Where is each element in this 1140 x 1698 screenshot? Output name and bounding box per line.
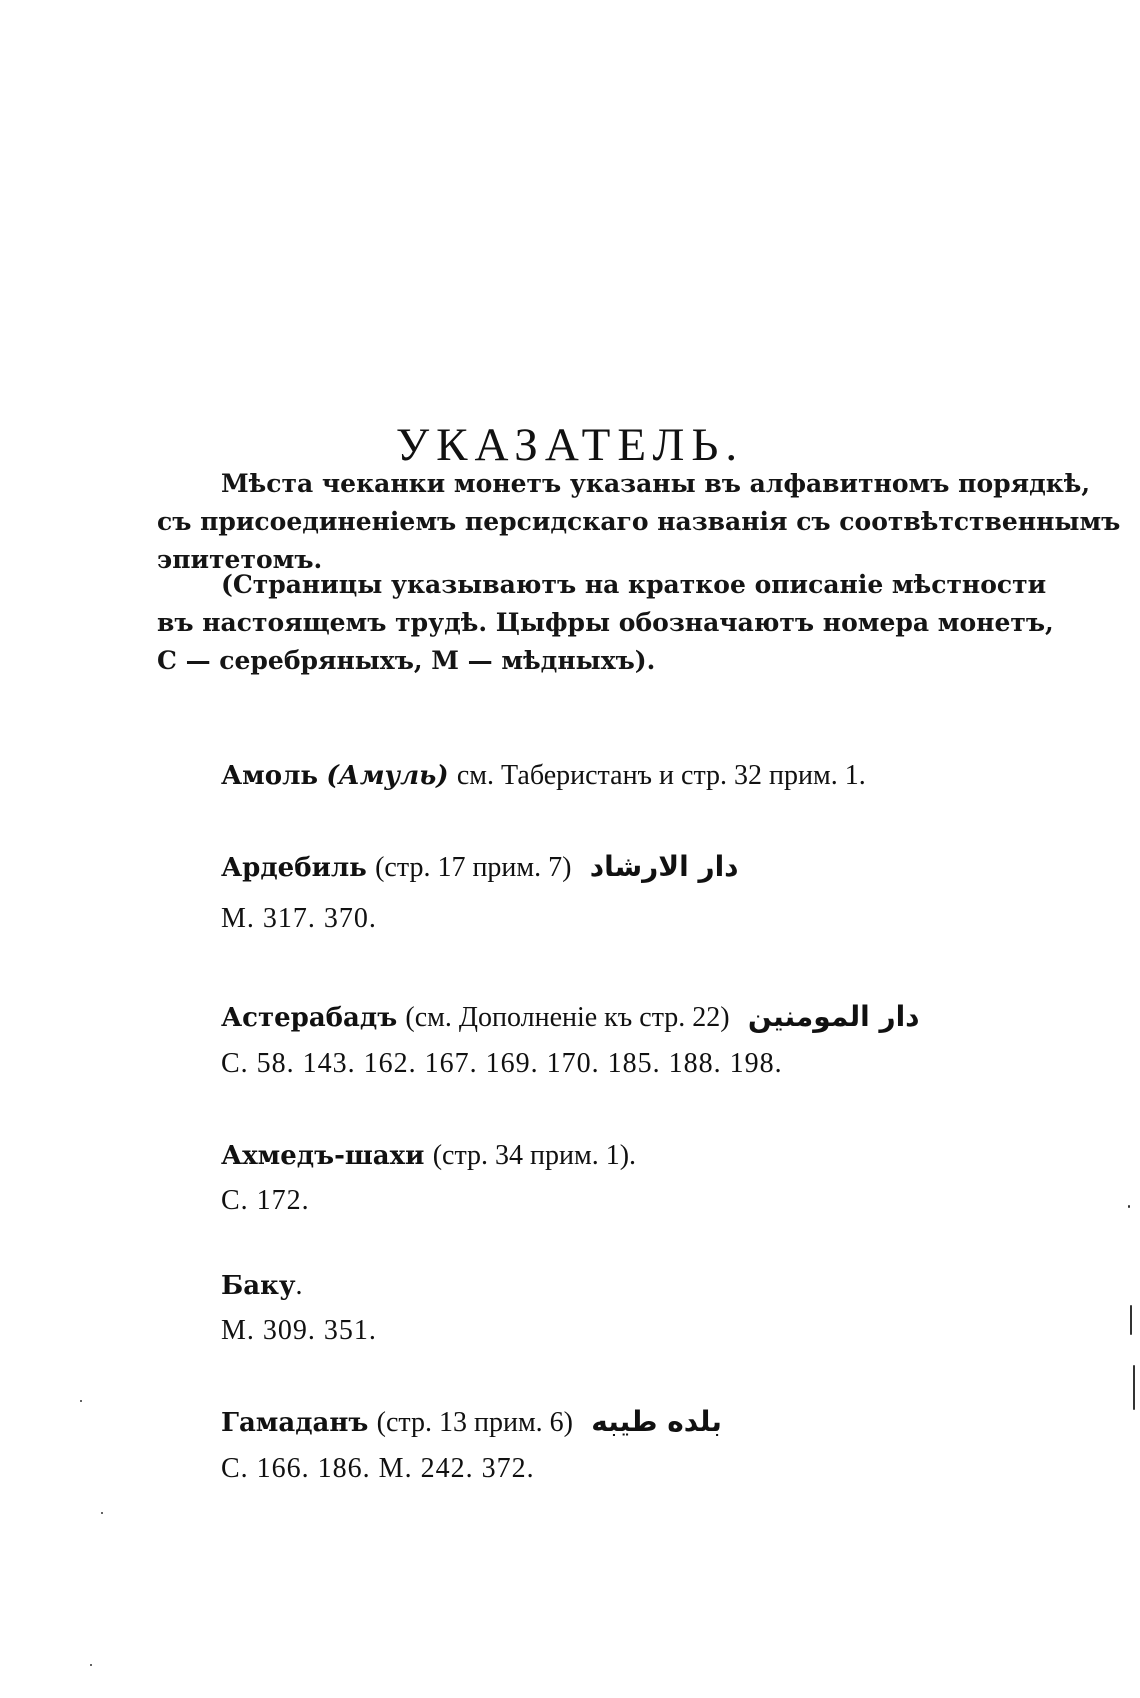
entry-note: см. Таберистанъ и стр. 32 прим. 1. (456, 760, 866, 791)
intro-paragraph-1 (157, 465, 1121, 579)
intro-line: Мѣста чеканки монетъ указаны въ алфавитномъ порядкѣ, (221, 469, 1091, 498)
entry-name: Ардебиль (221, 853, 367, 883)
entry-note: (стр. 13 прим. 6) (376, 1407, 573, 1438)
intro-paragraph-2 (157, 566, 1054, 680)
index-entry-ardebil (221, 850, 739, 884)
entry-coin-numbers: М. 309. 351. (221, 1315, 377, 1346)
intro-line: С — серебряныхъ, М — мѣдныхъ). (157, 646, 656, 675)
scan-artifact (90, 1664, 92, 1666)
scan-artifact (80, 1400, 82, 1402)
index-entry-baku (221, 1270, 302, 1302)
scan-artifact (1130, 1305, 1132, 1335)
entry-coin-numbers: С. 58. 143. 162. 167. 169. 170. 185. 188. 198. (221, 1048, 783, 1079)
entry-note: (стр. 34 прим. 1). (432, 1140, 637, 1171)
entry-note: (см. Дополненіе къ стр. 22) (405, 1002, 730, 1033)
entry-name: Амоль (221, 761, 319, 791)
entry-arabic-epithet: دار الارشاد (589, 850, 739, 883)
index-entry-asterabad (221, 1000, 920, 1034)
intro-line: въ настоящемъ трудѣ. Цыфры обозначаютъ номера монетъ, (157, 608, 1054, 637)
index-entry-amol (221, 760, 866, 792)
entry-note: . (295, 1270, 303, 1301)
index-entry-ahmed-shahi (221, 1140, 636, 1172)
scan-artifact (1128, 1205, 1130, 1208)
entry-coin-numbers: М. 317. 370. (221, 903, 377, 934)
entry-name: Баку (221, 1271, 296, 1301)
intro-line: эпитетомъ. (157, 545, 323, 574)
index-entry-gamadan (221, 1405, 722, 1439)
entry-alt-name: (Амуль) (326, 761, 449, 791)
entry-name: Ахмедъ-шахи (221, 1141, 425, 1171)
scan-artifact (1133, 1365, 1135, 1410)
entry-arabic-epithet: بلده طيبه (591, 1405, 722, 1438)
intro-line: (Страницы указываютъ на краткое описаніе мѣстности (221, 570, 1047, 599)
scan-artifact (101, 1512, 103, 1514)
entry-coin-numbers: С. 172. (221, 1185, 310, 1216)
page-title: УКАЗАТЕЛЬ. (395, 419, 745, 471)
entry-coin-numbers: С. 166. 186. М. 242. 372. (221, 1453, 535, 1484)
entry-note: (стр. 17 прим. 7) (375, 852, 572, 883)
intro-line: съ присоединеніемъ персидскаго названія съ соотвѣтственнымъ (157, 507, 1121, 536)
entry-arabic-epithet: دار المومنين (747, 1000, 920, 1033)
entry-name: Астерабадъ (221, 1003, 398, 1033)
entry-name: Гамаданъ (221, 1408, 369, 1438)
